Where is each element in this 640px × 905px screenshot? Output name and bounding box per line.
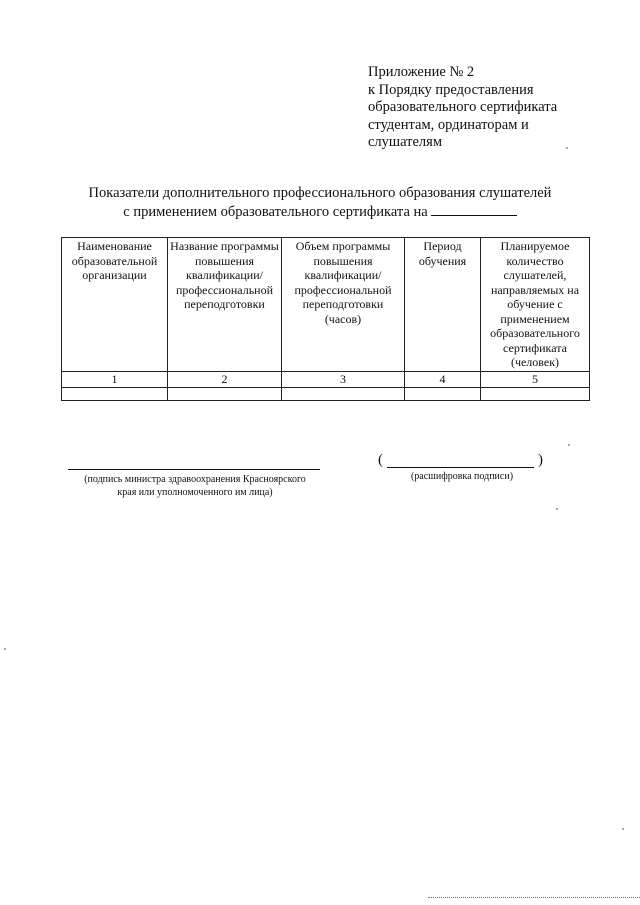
scan-speck (556, 508, 558, 510)
column-number: 2 (168, 372, 282, 388)
scan-speck (568, 444, 570, 446)
appendix-line: к Порядку предоставления (368, 81, 534, 98)
indicators-table (61, 237, 590, 401)
signature-caption-line: (подпись министра здравоохранения Красноярского (84, 474, 306, 485)
document-title (40, 184, 600, 221)
decryption-caption: (расшифровка подписи) (410, 471, 514, 482)
header-program-name: Название программы повышения квалификации/ профессиональной переподготовки (168, 238, 282, 372)
table-header-row (62, 238, 590, 372)
open-parenthesis: ( (378, 452, 383, 468)
scan-edge-mark (428, 897, 640, 901)
column-number: 3 (282, 372, 405, 388)
title-line-2 (40, 202, 600, 221)
column-number: 5 (481, 372, 590, 388)
empty-cell (168, 387, 282, 400)
signature-caption-line: края или уполномоченного им лица) (117, 487, 273, 498)
appendix-heading (368, 64, 608, 152)
header-planned-count: Планируемое количество слушателей, направляемых на обучение с применением образовательного сертификата (человек) (481, 238, 590, 372)
decryption-line (387, 467, 534, 468)
date-blank-line (431, 202, 517, 216)
scan-speck (622, 828, 624, 830)
column-number: 1 (62, 372, 168, 388)
signature-caption (60, 473, 330, 499)
header-program-volume: Объем программы повышения квалификации/ профессиональной переподготовки (часов) (282, 238, 405, 372)
signature-decryption-field (378, 451, 543, 469)
appendix-line: образовательного сертификата (368, 99, 558, 115)
empty-data-row (62, 387, 590, 400)
empty-cell (405, 387, 481, 400)
header-study-period: Период обучения (405, 238, 481, 372)
signature-line (68, 469, 320, 470)
close-parenthesis: ) (538, 452, 543, 468)
title-line-2-text: с применением образовательного сертификата на (123, 204, 428, 220)
empty-cell (282, 387, 405, 400)
title-line-1: Показатели дополнительного профессионального образования слушателей (88, 185, 552, 201)
appendix-line: слушателям (368, 134, 443, 150)
scan-speck (566, 147, 568, 149)
empty-cell (481, 387, 590, 400)
column-number: 4 (405, 372, 481, 388)
empty-cell (62, 387, 168, 400)
header-organization: Наименование образовательной организации (62, 238, 168, 372)
column-number-row (62, 372, 590, 388)
appendix-line: Приложение № 2 (368, 64, 475, 80)
appendix-line: студентам, ординаторам и (368, 116, 529, 133)
scan-speck (4, 648, 6, 650)
